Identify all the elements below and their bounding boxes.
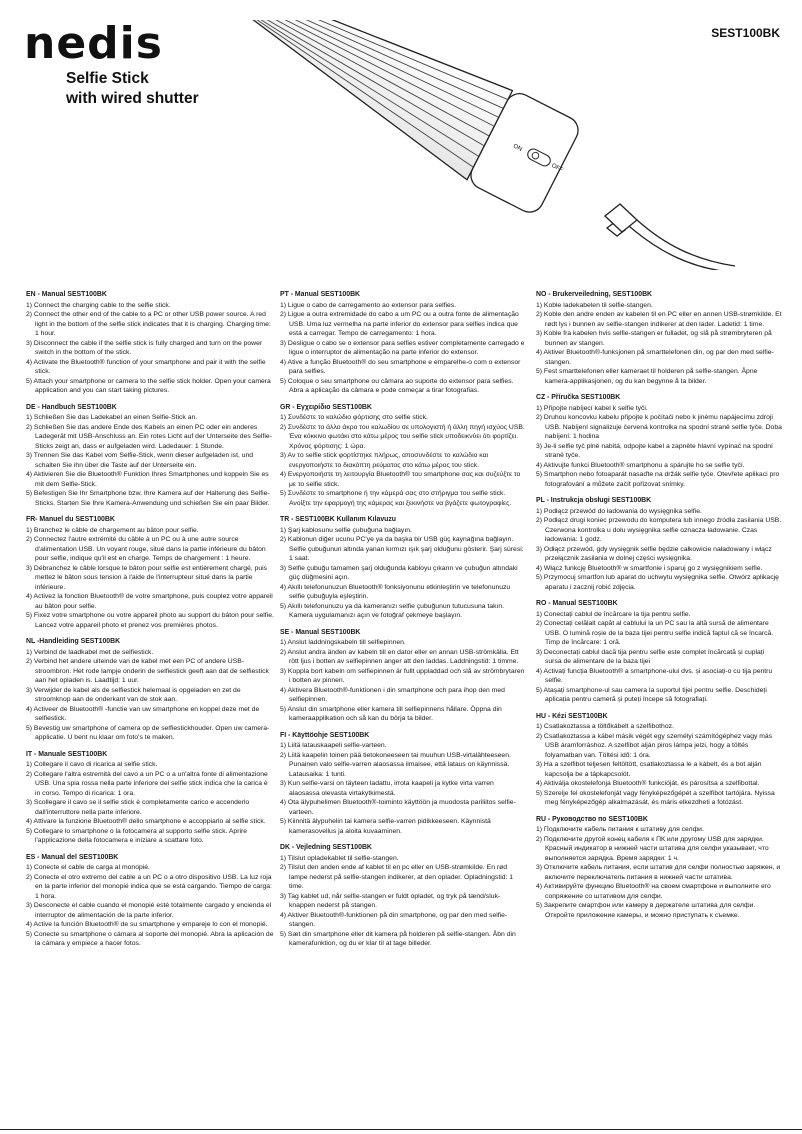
instruction-step: 4) Ative a função Bluetooth® do seu smartphone e emparelhe-o com o extensor para selfies. — [280, 358, 521, 375]
instruction-step: 5) Kiinnitä älypuhelin tai kamera selfie-varren pidikkeeseen. Käynnistä kamerasovellus ja aloita kuvaaminen. — [280, 818, 491, 835]
instruction-step: 3) Desconecte el cable cuando el monopié esté totalmente cargado y encienda el interruptor de alimentación de la parte inferior. — [26, 902, 272, 919]
instruction-step: 4) Aktivieren Sie die Bluetooth® Funktion Ihres Smartphones und koppeln Sie es mit dem Selfie-Stick. — [26, 471, 269, 488]
instruction-list — [26, 863, 274, 949]
manual-section-nl — [26, 637, 274, 743]
instruction-step: 3) Kun selfie-varsi on täyteen ladattu, irrota kaapeli ja kytke virta varren alaosassa olevasta virtakytkimestä. — [280, 780, 494, 797]
stick-body — [225, 20, 586, 218]
switch-on-label: ON — [512, 143, 523, 153]
manual-section-pl — [536, 496, 782, 592]
section-heading: DE - Handbuch SEST100BK — [26, 403, 117, 411]
instruction-list — [536, 404, 782, 490]
instruction-step: 2) Conectați celălalt capăt al cablului la un PC sau la altă sursă de alimentare USB. O lumină roșie de la baza tijei pentru selfie indică faptul că se încarcă. Timp de încărcare: 1 oră. — [536, 620, 774, 646]
instruction-step: 5) Smartphon nebo fotoaparát nasaďte na držák selfie tyče. Otevřete aplikaci pro fotografování a můžete začít pořizovat snímky. — [536, 471, 780, 488]
instruction-step: 2) Collegare l'altra estremità del cavo a un PC o a un'altra fonte di alimentazione USB. Una spia rossa nella parte inferiore del selfie stick indica che la carica è in corso. Tempo di ricarica: 1 ora. — [26, 770, 268, 797]
product-title-line-1: Selfie Stick — [66, 70, 149, 87]
instruction-step: 5) Befestigen Sie Ihr Smartphone bzw. Ihre Kamera auf der Halterung des Selfie-Sticks. Starten Sie Ihre Kamera-Anwendung und schießen Sie ein paar Bilder. — [26, 490, 270, 507]
instruction-step: 4) Aktivera Bluetooth®-funktionen i din smartphone och para ihop den med selfiepinnen. — [280, 686, 505, 703]
instruction-step: 3) Desligue o cabo se o extensor para selfies estiver completamente carregado e ligue o interruptor de alimentação na parte inferior do extensor. — [280, 339, 525, 356]
instruction-list — [26, 760, 274, 846]
usb-cable — [605, 204, 735, 270]
instruction-step: 3) Deconectați cablul dacă tija pentru selfie este complet încărcată și cuplați sursa de alimentare de la baza tijei — [536, 648, 765, 665]
instruction-step: 4) Aktiválja okostelefonja Bluetooth® funkcióját, és párosítsa a szelfibottal. — [536, 780, 760, 787]
section-heading: PT - Manual SEST100BK — [280, 291, 361, 298]
instruction-step: 1) Připojte nabíjecí kabel k selfie tyči. — [536, 404, 648, 412]
instruction-step: 5) Collegare lo smartphone o la fotocamera al supporto selfie stick. Aprire l'applicazione della fotocamera e iniziare a scattare foto. — [26, 827, 248, 844]
instruction-step: 3) Débranchez le câble lorsque le bâton pour selfie est entièrement chargé, puis mettez le bâton sous tension à l'aide de l'interrupteur situé dans la partie inférieure. — [26, 564, 268, 591]
instruction-step: 2) Verbind het andere uiteinde van de kabel met een PC of andere USB-stroombron. Het rode lampje onderin de selfiestick geeft aan dat de selfiestick aan het opladen is. Laadtijd: 1 uur. — [26, 658, 269, 684]
instruction-list — [280, 526, 526, 621]
instruction-step: 1) Подключите кабель питания к штативу для селфи. — [536, 826, 704, 833]
instruction-step: 3) Je-li selfie tyč plně nabitá, odpojte kabel a zapněte hlavní vypínač na spodní straně tyče. — [536, 442, 773, 459]
manual-section-fi — [280, 731, 526, 837]
instruction-step: 1) Conectați cablul de încărcare la tija pentru selfie. — [536, 610, 691, 618]
instruction-list — [26, 526, 274, 631]
instruction-step: 3) Selfie çubuğu tamamen şarj olduğunda kabloyu çıkarın ve çubuğun altındaki güç düğmesini açın. — [280, 564, 518, 581]
section-heading: DK - Vejledning SEST100BK — [280, 844, 372, 851]
instruction-step: 4) Active la función Bluetooth® de su smartphone y empareje lo con el monopié. — [26, 921, 268, 928]
section-heading: ES - Manual del SEST100BK — [26, 853, 119, 861]
instruction-step: 4) Activeer de Bluetooth® -functie van uw smartphone en koppel deze met de selfiestick. — [26, 705, 260, 722]
instruction-step: 2) Connect the other end of the cable to a PC or other USB power source. A red light in the bottom of the selfie stick indicates that it is charging. Charging time: 1 hour. — [26, 311, 271, 337]
section-heading: SE - Manual SEST100BK — [280, 628, 361, 636]
section-heading: CZ - Příručka SEST100BK — [536, 394, 621, 401]
section-heading: IT - Manuale SEST100BK — [26, 750, 108, 758]
manual-section-ru — [536, 815, 782, 921]
instruction-step: 4) Aktiver Bluetooth®-funktionen på din smartphone, og par den med selfie-stangen. — [280, 911, 508, 928]
instruction-list — [26, 301, 274, 396]
instruction-list — [536, 610, 782, 705]
section-heading: HU - Kézi SEST100BK — [536, 712, 608, 720]
instruction-list — [280, 301, 526, 396]
instruction-step: 4) Активируйте функцию Bluetooth® на своем смартфоне и выполните его сопряжение со штативом для селфи. — [536, 883, 771, 900]
manual-section-en — [26, 290, 274, 396]
instruction-step: 1) Verbind de laadkabel met de selfiestick. — [26, 648, 154, 656]
instruction-step: 3) Koppla bort kabeln om selfiepinnen är fullt uppladdad och slå av strömbrytaren i botten av pinnen. — [280, 667, 525, 684]
instruction-step: 3) Disconnect the cable if the selfie stick is fully charged and turn on the power switch in the bottom of the stick. — [26, 339, 263, 356]
manual-section-dk — [280, 843, 526, 949]
instruction-step: 2) Podłącz drugi koniec przewodu do komputera lub innego źródła zasilania USB. Czerwona kontrolka u dołu wysięgnika selfie oznacza ładowanie. Czas ładowania: 1 godz. — [536, 517, 782, 543]
instruction-step: 1) Tilslut opladekablet til selfie-stangen. — [280, 854, 399, 862]
instruction-step: 4) Aktiver Bluetooth®-funksjonen på smarttelefonen din, og par den med selfie-stangen. — [536, 349, 774, 366]
manual-section-no — [536, 290, 782, 386]
instruction-step: 5) Закрепите смартфон или камеру в держателе штатива для селфи. Откройте приложение камеры, и можно приступать к съемке. — [536, 902, 756, 919]
page-header — [0, 0, 802, 285]
instruction-list — [536, 301, 782, 387]
footer-rule — [0, 1129, 802, 1130]
column-3 — [536, 290, 782, 927]
section-heading: NL -Handleiding SEST100BK — [26, 638, 121, 645]
instruction-step: 5) Bevestig uw smartphone of camera op de selfiestickhouder. Open uw camera-applicatie. U bent nu klaar om foto's te maken. — [26, 724, 270, 741]
manual-section-hu — [536, 712, 782, 808]
manual-section-cz — [536, 393, 782, 489]
instruction-step: 3) Отключите кабель питания, если штатив для селфи полностью заряжен, и включите переключатель питания в нижней части штатива. — [536, 864, 781, 881]
instruction-step: 4) Akıllı telefonunuzun Bluetooth® fonksiyonunu etkinleştirin ve telefonunuzu selfie çubuğuyla eşleştirin. — [280, 583, 511, 600]
section-heading: FR- Manuel du SEST100BK — [26, 516, 115, 523]
instruction-step: 3) Tag kablet ud, når selfie-stangen er fuldt opladet, og tryk på tænd/sluk-knappen nederst på stangen. — [280, 892, 501, 909]
instruction-step: 1) Şarj kablosunu selfie çubuğuna bağlayın. — [280, 526, 412, 534]
column-1 — [26, 290, 274, 956]
instruction-step: 5) Przymocuj smartfon lub aparat do uchwytu wysięgnika selfie. Otwórz aplikację aparatu i zacznij robić zdjęcia. — [536, 574, 779, 591]
section-heading: NO - Brukerveiledning, SEST100BK — [536, 291, 653, 298]
switch-off-label: OFF — [550, 162, 564, 174]
instruction-list — [280, 413, 526, 508]
selfie-stick-illustration — [225, 20, 795, 270]
instruction-step: 2) Schließen Sie das andere Ende des Kabels an einen PC oder ein anderes Ladegerät mit USB-Anschluss an. Ein rotes Licht auf der Unterseite des Selfie-Sticks zeigt an, dass er aufgeladen wird. Ladedauer: 1 Stunde. — [26, 423, 272, 450]
instruction-step: 1) Collegare il cavo di ricarica al selfie stick. — [26, 761, 158, 768]
instruction-step: 2) Koble den andre enden av kabelen til en PC eller en annen USB-strømkilde. Et rødt lys i bunnen av selfie-stangen indikerer at den lader. Ladetid: 1 time. — [536, 311, 782, 328]
instruction-step: 1) Podłącz przewód do ładowania do wysięgnika selfie. — [536, 507, 702, 515]
instruction-step: 2) Csatlakoztassa a kábel másik végét egy személyi számítógéphez vagy más USB áramforráshoz. A szelfibot alján piros lámpa jelzi, hogy a töltés folyamatban van. Töltési idő: 1 óra. — [536, 732, 773, 759]
instruction-list — [26, 413, 274, 508]
manual-section-gr — [280, 403, 526, 509]
instruction-step: 5) Fest smarttelefonen eller kameraet til holderen på selfie-stangen. Åpne kamera-applikasjonen, og du kan begynne å ta bilder. — [536, 368, 758, 385]
instruction-step: 4) Włącz funkcję Bluetooth® w smartfonie i sparuj go z wysięgnikiem selfie. — [536, 564, 763, 572]
instruction-step: 1) Connect the charging cable to the selfie stick. — [26, 301, 171, 309]
instruction-step: 4) Aktivujte funkci Bluetooth® smartphonu a spárujte ho se selfie tyčí. — [536, 461, 745, 469]
instruction-step: 5) Attach your smartphone or camera to the selfie stick holder. Open your camera application and you can start taking pictures. — [26, 377, 271, 394]
instruction-step: 5) Conecte su smartphone o cámara al soporte del monopié. Abra la aplicación de la cámara y empiece a hacer fotos. — [26, 930, 274, 947]
instruction-list — [536, 722, 782, 808]
manual-section-ro — [536, 599, 782, 705]
instruction-step: 2) Kablonun diğer ucunu PC'ye ya da başka bir USB güç kaynağına bağlayın. Selfie çubuğunun altında yanan kırmızı ışık şarj olduğunu gösterir. Şarj süresi: 1 saat. — [280, 536, 524, 562]
manual-section-se — [280, 628, 526, 724]
section-heading: FI - Käyttöohje SEST100BK — [280, 731, 370, 739]
instruction-step: 5) Szerelje fel okostelefonját vagy fényképezőgépét a szelfibot tartójára. Nyissa meg fényképezőgép alkalmazását, és máris elkezdheti a fotózást. — [536, 789, 775, 806]
instruction-step: 3) Ha a szelfibot teljesen feltöltött, csatlakoztassa le a kábelt, és a bot alján kapcsolja be a tápkapcsolót. — [536, 761, 762, 778]
instruction-step: 2) Συνδέστε το άλλο άκρο του καλωδίου σε υπολογιστή ή άλλη πηγή ισχύος USB. Ένα κόκκινο φωτάκι στο κάτω μέρος του selfie stick υποδεικνύει ότι φορτίζει. Χρόνος φόρτισης: 1 ώρα. — [280, 423, 525, 450]
instruction-step: 1) Branchez le câble de chargement au bâton pour selfie. — [26, 526, 199, 534]
instruction-step: 5) Atașați smartphone-ul sau camera la suportul tijei pentru selfie. Deschideți aplicația pentru cameră și puteți începe să fotografiați. — [536, 686, 767, 703]
instruction-step: 2) Liitä kaapelin toinen pää tietokoneeseen tai muuhun USB-virtalähteeseen. Punainen valo selfie-varren alaosassa ilmaisee, että lataus on käynnissä. Latausaika: 1 tunti. — [280, 751, 511, 778]
instruction-list — [280, 741, 526, 836]
instruction-step: 2) Ligue a outra extremidade do cabo a um PC ou a outra fonte de alimentação USB. Uma luz vermelha na parte inferior do extensor para selfies indica que está a carregar. Tempo de carregamento: 1 hora. — [280, 311, 519, 337]
section-heading: PL - Instrukcja obsługi SEST100BK — [536, 497, 652, 504]
model-number: SEST100BK — [711, 26, 780, 40]
manual-section-it — [26, 750, 274, 846]
instruction-step: 4) Ota älypuhelimen Bluetooth®-toiminto käyttöön ja muodosta pariliitos selfie-varteen. — [280, 799, 516, 816]
instruction-step: 2) Connectez l'autre extrémité du câble à un PC ou à une autre source d'alimentation USB. Un voyant rouge, situé dans la partie inférieure du bâton pour selfie, indique qu'il est en charge. Temps de chargement : 1 heure. — [26, 536, 266, 562]
product-title — [66, 69, 199, 109]
instruction-step: 1) Koble ladekabelen til selfie-stangen. — [536, 301, 653, 309]
instruction-step: 1) Conecte el cable de carga al monopié. — [26, 864, 150, 871]
instruction-step: 4) Activați funcția Bluetooth® a smartphone-ului dvs. și asociați-o cu tija pentru selfie. — [536, 667, 773, 684]
instruction-step: 3) Verwijder de kabel als de selfiestick helemaal is opgeladen en zet de stroomknop aan de onderkant van de stok aan. — [26, 686, 241, 703]
instruction-step: 1) Liitä latauskaapeli selfie-varteen. — [280, 742, 387, 749]
column-2 — [280, 290, 526, 956]
manual-section-es — [26, 853, 274, 949]
manual-section-tr — [280, 515, 526, 621]
instruction-step: 1) Csatlakoztassa a töltőkábelt a szelfibothoz. — [536, 723, 674, 730]
instruction-step: 1) Anslut laddningskabeln till selfiepinnen. — [280, 639, 406, 646]
instruction-step: 1) Συνδέστε το καλώδιο φόρτισης στο selfie stick. — [280, 414, 428, 421]
section-heading: RO - Manual SEST100BK — [536, 600, 618, 607]
instruction-step: 5) Anslut din smartphone eller kamera till selfiepinnens hållare. Öppna din kameraapplikation och så kan du börja ta bilder. — [280, 705, 502, 722]
instruction-step: 2) Подключите другой конец кабеля к ПК или другому USB для зарядки. Красный индикатор в нижней части штатива для селфи указывает, что выполняется зарядка. Время зарядки: 1 ч. — [536, 835, 769, 862]
instruction-step: 3) Koble fra kabelen hvis selfie-stangen er fulladet, og slå på strømbryteren på bunnen av stangen. — [536, 330, 772, 347]
instruction-list — [536, 507, 782, 593]
product-title-line-2: with wired shutter — [66, 90, 199, 107]
instruction-step: 5) Coloque o seu smartphone ou câmara ao suporte do extensor para selfies. Abra a aplicação da câmara e pode começar a tirar fotografias. — [280, 377, 514, 394]
instruction-step: 4) Activez la fonction Bluetooth® de votre smartphone, puis couplez votre appareil au bâton pour selfie. — [26, 593, 273, 610]
instruction-step: 4) Attivare la funzione Bluetooth® dello smartphone e accoppiarlo al selfie stick. — [26, 818, 266, 825]
section-heading: GR - Εγχειρίδιο SEST100BK — [280, 403, 372, 411]
instruction-step: 2) Anslut andra änden av kabeln till en dator eller en annan USB-strömkälla. Ett rött ljus i botten av selfiepinnen anger att den laddas. Laddningstid: 1 timme. — [280, 648, 519, 665]
manual-section-de — [26, 403, 274, 509]
section-heading: EN - Manual SEST100BK — [26, 291, 107, 298]
instruction-step: 3) Trennen Sie das Kabel vom Selfie-Stick, wenn dieser aufgeladen ist, und schalten Sie ihn über die Taste auf der Unterseite ein. — [26, 452, 254, 469]
instruction-step: 3) Odłącz przewód, gdy wysięgnik selfie będzie całkowicie naładowany i włącz przełącznik zasilania w dolnej części wysięgnika. — [536, 545, 772, 562]
section-heading: RU - Руководство по SEST100BK — [536, 815, 648, 823]
manual-section-pt — [280, 290, 526, 396]
instruction-step: 1) Schließen Sie das Ladekabel an einen Selfie-Stick an. — [26, 414, 198, 421]
instruction-list — [280, 638, 526, 724]
instruction-step: 2) Tilslut den anden ende af kablet til en pc eller en USB-strømkilde. En rød lampe nederst på selfie-stangen indikerer, at den oplader. Opladningstid: 1 time. — [280, 864, 514, 890]
instruction-step: 4) Ενεργοποιήστε τη λειτουργία Bluetooth® του smartphone σας και συζεύξτε το με το selfie stick. — [280, 471, 521, 488]
instruction-step: 2) Druhou koncovku kabelu připojte k počítači nebo k jinému napájecímu zdroji USB. Nabíjení signalizuje červená kontrolka na spodní straně selfie tyče. Doba nabíjení: 1 hodina — [536, 414, 782, 440]
instruction-list — [280, 854, 526, 949]
manual-section-fr — [26, 515, 274, 630]
instruction-step: 4) Activate the Bluetooth® function of your smartphone and pair it with the selfie stick. — [26, 358, 266, 375]
brand-logo: nedis — [24, 18, 163, 69]
instruction-step: 5) Akıllı telefonunuzu ya da kameranızı selfie çubuğunun tutucusuna takın. Kamera uygulamanızı açın ve fotoğraf çekmeye başlayın. — [280, 602, 505, 619]
instruction-step: 1) Ligue o cabo de carregamento ao extensor para selfies. — [280, 301, 457, 309]
instruction-step: 3) Αν το selfie stick φορτίστηκε πλήρως, αποσυνδέστε το καλώδιο και ενεργοποιήστε το διακόπτη ρεύματος στο κάτω μέρος του stick. — [280, 452, 489, 469]
instruction-list — [536, 825, 782, 920]
instruction-step: 2) Conecte el otro extremo del cable a un PC o a otro dispositivo USB. La luz roja en la parte inferior del monopié indica que se está cargando. Tiempo de carga: 1 hora. — [26, 873, 272, 900]
instruction-step: 5) Συνδέστε το smartphone ή την κάμερά σας στο στήριγμα του selfie stick. Ανοίξτε την εφαρμογή της κάμερας και ξεκινήστε να βγάζετε φωτογραφίες. — [280, 490, 512, 507]
instruction-step: 5) Fixez votre smartphone ou votre appareil photo au support du bâton pour selfie. Lancez votre appareil photo et prenez vos premières photos. — [26, 612, 274, 629]
instruction-list — [26, 648, 274, 743]
section-heading: TR - SEST100BK Kullanım Kılavuzu — [280, 516, 397, 523]
instruction-step: 5) Sæt din smartphone eller dit kamera på holderen på selfie-stangen. Åbn din kamerafunktion, og du er klar til at tage billeder. — [280, 930, 516, 947]
instruction-step: 3) Scollegare il cavo se il selfie stick è completamente carico e accenderlo dall'interruttore nella parte inferiore. — [26, 799, 250, 816]
